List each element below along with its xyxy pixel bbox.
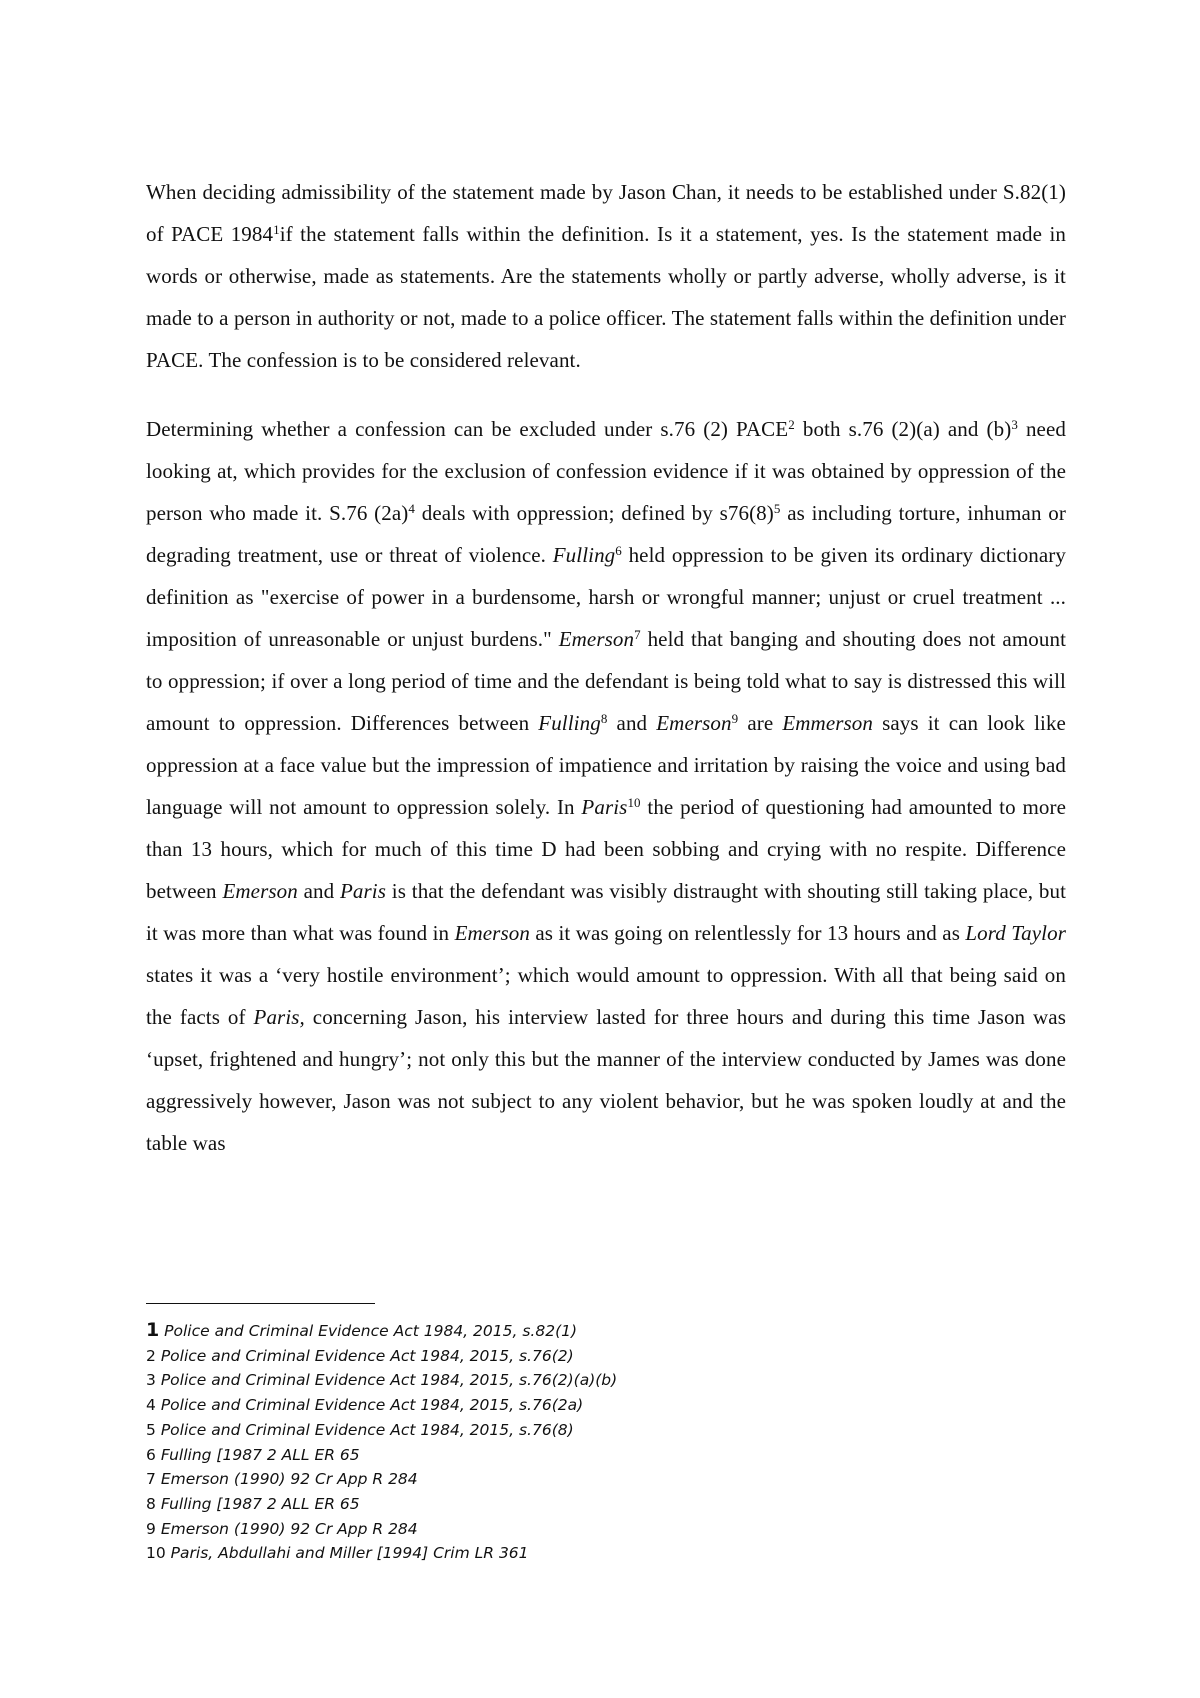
footnote-number: 7 [146,1470,156,1489]
footnote-text: Fulling [1987 2 ALL ER 65 [160,1445,360,1464]
footnote-ref-7[interactable]: 7 [634,626,641,642]
text-run: if the statement falls within the definition. Is it a statement, yes. Is the statement made in words or otherwise, made as statements. Are the statements wholly or partly adverse, wholly adverse, is it made to a person in authority or not, made to a police officer. The statement falls within the definition under PACE. The confession is to be considered relevant. [146,222,1066,372]
footnote-text: Emerson (1990) 92 Cr App R 284 [160,1519,418,1538]
case-name: Paris, [253,1005,305,1029]
text-run: concerning Jason, his interview lasted for three hours and during this time Jason was ‘upset, frightened and hungry’; not only this but the manner of the interview conducted by James was done aggressively however, Jason was not subject to any violent behavior, but he was spoken loudly at and the table was [146,1005,1067,1155]
text-run: Determining whether a confession can be excluded under s.76 (2) PACE [146,417,789,441]
footnote-10 [146,1541,1046,1566]
footnote-number: 6 [146,1445,156,1464]
footnote-number: 2 [146,1346,156,1365]
text-run: and [297,879,340,903]
text-run: the period of questioning had amounted to more than 13 hours, which for much of this time D had been sobbing and crying with no respite. Difference between [146,795,1066,903]
footnote-text: Paris, Abdullahi and Miller [1994] Crim LR 361 [170,1544,529,1563]
case-name: Emerson [558,627,635,651]
footnote-separator [146,1303,375,1304]
judge-name: Lord Taylor [965,921,1066,945]
footnote-5 [146,1418,1046,1443]
text-run: deals with oppression; defined by s76(8) [415,501,774,525]
case-name: Emerson [656,711,732,735]
footnote-number: 9 [146,1519,156,1538]
footnote-ref-1[interactable]: 1 [273,221,280,237]
footnote-1 [146,1318,1046,1344]
footnote-text: Police and Criminal Evidence Act 1984, 2015, s.76(2)(a)(b) [160,1371,618,1390]
footnote-6 [146,1443,1046,1468]
footnote-text: Emerson (1990) 92 Cr App R 284 [160,1470,418,1489]
footnote-number: 4 [146,1396,156,1415]
footnote-ref-3[interactable]: 3 [1011,416,1018,432]
footnote-text: Police and Criminal Evidence Act 1984, 2015, s.76(8) [160,1420,574,1439]
footnote-ref-10[interactable]: 10 [627,794,641,810]
footnote-ref-2[interactable]: 2 [788,416,795,432]
case-name: Emerson [222,879,298,903]
paragraph-admissibility [146,171,1066,381]
footnote-9 [146,1517,1046,1542]
case-name: Fulling [538,711,601,735]
text-run: as including torture, inhuman or degrading treatment, use or threat of violence. [146,501,1067,567]
footnote-text: Fulling [1987 2 ALL ER 65 [160,1494,360,1513]
footnote-ref-6[interactable]: 6 [615,542,622,558]
text-run: is that the defendant was visibly distraught with shouting still taking place, but it was more than what was found in [146,879,1066,945]
footnote-3 [146,1368,1046,1393]
text-run: as it was going on relentlessly for 13 hours and as [529,921,966,945]
footnote-text: Police and Criminal Evidence Act 1984, 2015, s.76(2a) [160,1396,584,1415]
footnote-text: Police and Criminal Evidence Act 1984, 2015, s.82(1) [164,1322,578,1340]
text-run: says it can look like oppression at a face value but the impression of impatience and irritation by raising the voice and using bad language will not amount to oppression solely. In [146,711,1066,819]
case-name: Paris [581,795,628,819]
text-run: both s.76 (2)(a) and (b) [794,417,1012,441]
footnote-number: 10 [146,1544,166,1563]
footnote-number: 3 [146,1371,156,1390]
text-run: are [738,711,783,735]
text-run: held oppression to be given its ordinary dictionary definition as "exercise of power in a burdensome, harsh or wrongful manner; unjust or cruel treatment ... imposition of unreasonable or unjust burdens." [146,543,1067,651]
text-run: and [607,711,657,735]
text-run: need looking at, which provides for the exclusion of confession evidence if it was obtained by oppression of the person who made it. S.76 (2a) [146,417,1066,525]
case-name: Fulling [552,543,616,567]
case-name: Paris [340,879,387,903]
footnote-ref-9[interactable]: 9 [731,710,739,726]
footnote-text: Police and Criminal Evidence Act 1984, 2015, s.76(2) [160,1346,574,1365]
footnote-ref-8[interactable]: 8 [600,710,608,726]
footnote-number: 5 [146,1420,156,1439]
body-text [146,171,1066,1164]
footnote-ref-4[interactable]: 4 [408,500,415,516]
text-run: states it was a ‘very hostile environment’; which would amount to oppression. With all that being said on the facts of [146,963,1066,1029]
footnote-ref-5[interactable]: 5 [773,500,781,516]
footnotes [146,1318,1046,1566]
footnote-2 [146,1344,1046,1369]
case-name: Emerson [454,921,530,945]
text-run: held that banging and shouting does not amount to oppression; if over a long period of time and the defendant is being told what to say is distressed this will amount to oppression. Differences between [146,627,1066,735]
text-run: When deciding admissibility of the statement made by Jason Chan, it needs to be established under S.82(1) of PACE 1984 [146,180,1066,246]
footnote-number: 1 [146,1319,160,1341]
paragraph-exclusion [146,408,1066,1164]
footnote-7 [146,1467,1046,1492]
footnote-4 [146,1393,1046,1418]
footnote-number: 8 [146,1494,156,1513]
case-name: Emmerson [782,711,873,735]
footnote-8 [146,1492,1046,1517]
